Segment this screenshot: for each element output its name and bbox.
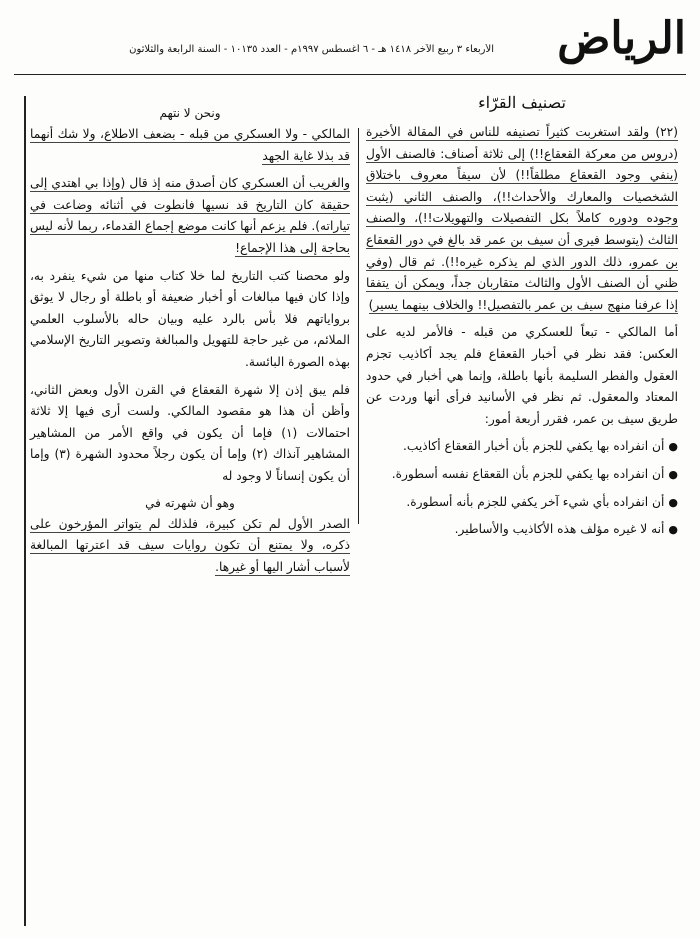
left-column-rule <box>24 96 26 926</box>
subheading: ونحن لا نتهم <box>159 106 221 120</box>
paragraph: والغريب أن العسكري كان أصدق منه إذ قال (وإذا بي اهتدي إلى حقيقة كان التاريخ قد نسيها فانطوت في أثنائه وضاعت في تياراته). فلم يزعم أنها كانت موضع إجماع القدماء، ربما لأنه ليس بحاجة إلى هذا الإجماع! <box>30 176 350 255</box>
article-title: تصنيف القرّاء <box>478 93 566 112</box>
right-column <box>366 92 678 547</box>
bullet-icon: ● <box>668 440 678 454</box>
paragraph: ولو محصنا كتب التاريخ لما خلا كتاب منها من شيء ينفرد به، وإذا كان فيها مبالغات أو أخبار ضعيفة أو باطلة أو رجال لا يوثق برواياتهم فلا بأس بالرد عليه وبيان حاله بالأسلوب العلمي الملائم، من غير حاجة للتهويل والمبالغة وتصوير التاريخ الإسلامي بهذه الصورة البائسة. <box>30 268 350 369</box>
paragraph: فلم يبق إذن إلا شهرة القعقاع في القرن الأول وبعض الثاني، وأظن أن هذا هو مقصود المالكي. ولست أرى فيها إلا ثلاثة احتمالات (١) فإما أن يكون في واقع الأمر من المشاهير المشاهير آنذاك (٢) وإما أن يكون رجلاً محدود الشهرة (٣) وإما أن يكون إنساناً لا وجود له <box>30 382 350 483</box>
bullet-item: ●أن انفراده بها يكفي للجزم بأن أخبار القعقاع أكاذيب. <box>366 436 678 458</box>
bullet-icon: ● <box>668 523 678 537</box>
bullet-item: ●أن انفراده بأي شيء آخر يكفي للجزم بأنه أسطورة. <box>366 492 678 514</box>
paragraph: الصدر الأول لم تكن كبيرة، فلذلك لم يتواتر المؤرخون على ذكره، ولا يمتنع أن تكون روايات سيف قد اعترتها المبالغة لأسباب أشار اليها أو غيرها. <box>30 516 350 574</box>
left-column <box>30 104 350 584</box>
newspaper-logo: الرياض <box>557 13 686 64</box>
bullet-icon: ● <box>668 467 678 481</box>
bullet-icon: ● <box>668 495 678 509</box>
bullet-item: ●أنه لا غيره مؤلف هذه الأكاذيب والأساطير. <box>366 519 678 541</box>
subheading: وهو أن شهرته في <box>145 495 235 510</box>
center-column-rule <box>358 128 359 524</box>
dateline: الأربعاء ٣ ربيع الآخر ١٤١٨ هـ - ٦ أغسطس ١٩٩٧م - العدد ١٠١٣٥ - السنة الرابعة والثلاثون <box>129 44 494 55</box>
masthead-rule <box>14 74 686 75</box>
paragraph: أما المالكي - تبعاً للعسكري من قبله - فالأمر لديه على العكس: فقد نظر في أخبار القعقاع فلم يجد أكاذيب تجزم العقول والفطر السليمة بأنها باطلة، وإنما هي أخبار في حدود المعتاد والمعقول. ثم نظر في الأسانيد فرأى أنها وردت عن طريق سيف بن عمر، فقرر أربعة أمور: <box>366 325 678 426</box>
masthead <box>14 8 686 70</box>
paragraph: (٢٢) ولقد استغربت كثيراً تصنيفه للناس في المقالة الأخيرة (دروس من معركة القعقاع!!) إلى ثلاثة أصناف: فالصنف الأول (ينفي وجود القعقاع مطلقاً!!) لأن سيفاً معروف باختلاق الشخصيات والمعارك والأحداث!!)، والصنف الثاني (يثبت وجوده ودوره كاملاً بكل التفصيلات والتهويلات!!)، والصنف الثالث (يتوسط فيرى أن سيف بن عمر قد بالغ في دور القعقاع بن عمرو، ذلك الدور الذي لم يذكره غيره!!). ثم قال (وفي ظني أن الصنف الأول والثالث متقاربان جداً، ويمكن أن يتفقا إذا عرفنا منهج سيف بن عمر بالتفصيل!! والخلاف بينهما يسير) <box>366 125 678 312</box>
bullet-item: ●أن انفراده بها يكفي للجزم بأن القعقاع نفسه أسطورة. <box>366 464 678 486</box>
paragraph: المالكي - ولا العسكري من قبله - بضعف الاطلاع، ولا شك أنهما قد بذلا غاية الجهد <box>30 127 350 163</box>
